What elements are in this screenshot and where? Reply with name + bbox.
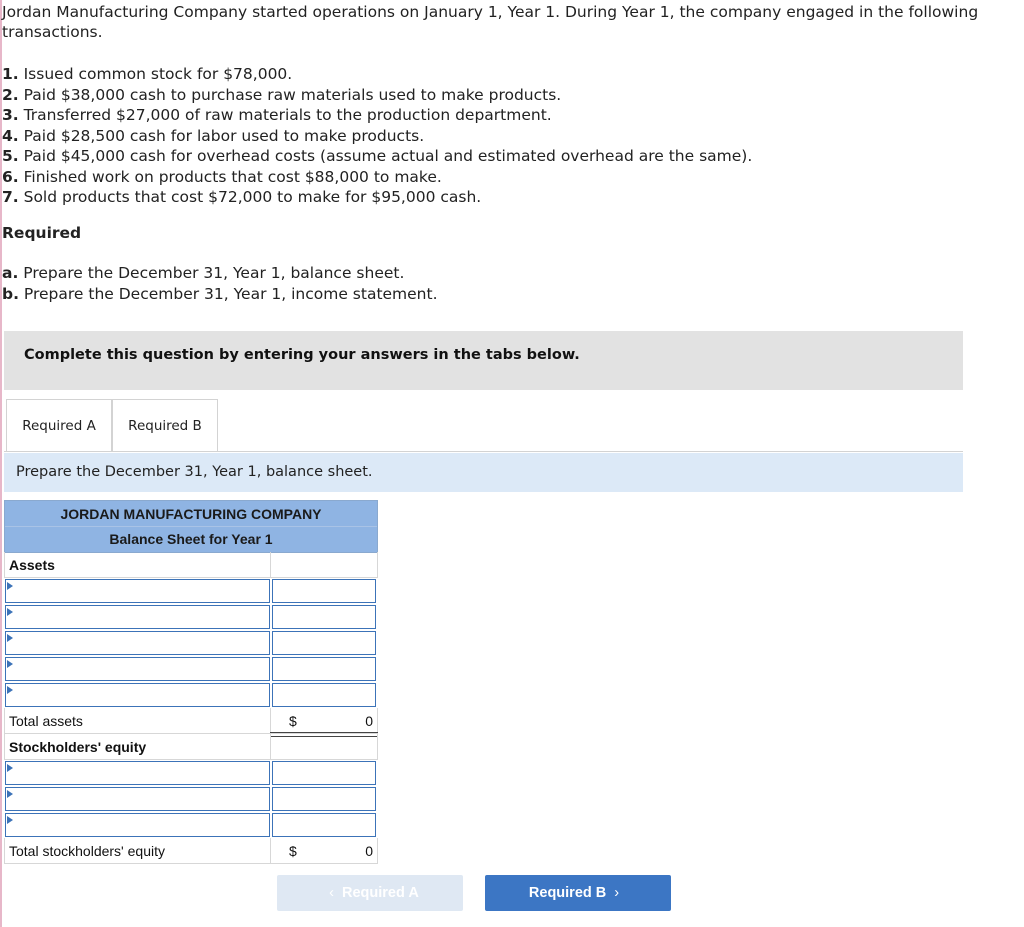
- transaction-number: 2.: [2, 85, 19, 104]
- dropdown-marker-icon: [7, 764, 13, 772]
- transaction-text: Finished work on products that cost $88,000 to make.: [18, 167, 442, 186]
- required-list: [2, 263, 438, 304]
- equity-account-input[interactable]: [5, 761, 270, 785]
- required-text: Prepare the December 31, Year 1, income statement.: [18, 284, 438, 303]
- total-equity-value: 0: [365, 843, 373, 859]
- total-equity-row: [4, 838, 378, 864]
- required-item: [2, 263, 438, 284]
- required-letter: a.: [2, 264, 19, 282]
- equity-amount-input[interactable]: [272, 761, 376, 785]
- total-assets-cell: [270, 708, 378, 734]
- equity-input-row: [4, 812, 378, 838]
- total-assets-label: Total assets: [4, 708, 275, 734]
- problem-intro: Jordan Manufacturing Company started operations on January 1, Year 1. During Year 1, the company engaged in the following transactions.: [2, 3, 979, 41]
- value-cell: [270, 734, 378, 760]
- balance-sheet-header: [4, 500, 378, 553]
- transaction-text: Sold products that cost $72,000 to make for $95,000 cash.: [18, 188, 482, 206]
- equity-amount-input[interactable]: [272, 787, 376, 811]
- transaction-item: [2, 85, 752, 106]
- transaction-text: Paid $28,500 cash for labor used to make products.: [18, 126, 425, 145]
- dropdown-marker-icon: [7, 816, 13, 824]
- asset-input-row: [4, 630, 378, 656]
- dropdown-marker-icon: [7, 660, 13, 668]
- transaction-number: 5.: [2, 147, 19, 165]
- equity-amount-input[interactable]: [272, 813, 376, 837]
- asset-input-row: [4, 656, 378, 682]
- asset-account-input[interactable]: [5, 605, 270, 629]
- asset-account-input[interactable]: [5, 657, 270, 681]
- total-assets-row: [4, 708, 378, 734]
- transaction-item: [2, 167, 752, 188]
- asset-input-row: [4, 578, 378, 604]
- asset-account-input[interactable]: [5, 579, 270, 603]
- total-assets-value: 0: [365, 713, 373, 729]
- required-item: [2, 284, 438, 305]
- equity-account-input[interactable]: [5, 787, 270, 811]
- statement-title: Balance Sheet for Year 1: [109, 531, 273, 547]
- prompt-bar: [4, 453, 963, 492]
- assets-heading: Assets: [4, 552, 275, 578]
- asset-input-row: [4, 604, 378, 630]
- equity-input-row: [4, 760, 378, 786]
- prompt-text: Prepare the December 31, Year 1, balance sheet.: [16, 464, 373, 480]
- transaction-text: Paid $38,000 cash to purchase raw materials used to make products.: [18, 85, 562, 104]
- dropdown-marker-icon: [7, 790, 13, 798]
- transaction-number: 1.: [2, 65, 19, 83]
- dropdown-marker-icon: [7, 582, 13, 590]
- equity-account-input[interactable]: [5, 813, 270, 837]
- instruction-text: Complete this question by entering your answers in the tabs below.: [24, 347, 580, 363]
- transaction-item: [2, 146, 752, 167]
- asset-amount-input[interactable]: [272, 605, 376, 629]
- tab-required-a[interactable]: Required A: [6, 399, 112, 452]
- equity-input-row: [4, 786, 378, 812]
- tab-divider: [4, 451, 963, 452]
- transaction-text: Paid $45,000 cash for overhead costs (assume actual and estimated overhead are the same).: [18, 147, 753, 165]
- total-equity-label: Total stockholders' equity: [4, 838, 275, 864]
- company-name: JORDAN MANUFACTURING COMPANY: [60, 506, 322, 522]
- next-required-b-button[interactable]: [485, 875, 671, 911]
- transaction-text: Issued common stock for $78,000.: [18, 65, 293, 83]
- asset-account-input[interactable]: [5, 631, 270, 655]
- currency-symbol: $: [289, 713, 297, 729]
- required-heading: Required: [2, 224, 82, 242]
- chevron-right-icon: ›: [614, 885, 620, 901]
- transaction-text: Transferred $27,000 of raw materials to the production department.: [18, 106, 552, 124]
- dropdown-marker-icon: [7, 634, 13, 642]
- total-equity-cell: [270, 838, 378, 864]
- transaction-item: [2, 126, 752, 147]
- equity-heading: Stockholders' equity: [4, 734, 275, 760]
- transaction-number: 7.: [2, 188, 19, 206]
- instruction-banner: [4, 331, 963, 390]
- next-button-label: Required B: [528, 885, 607, 901]
- prev-button-label: Required A: [342, 885, 419, 901]
- required-text: Prepare the December 31, Year 1, balance sheet.: [18, 264, 405, 282]
- asset-amount-input[interactable]: [272, 657, 376, 681]
- transaction-item: [2, 187, 752, 208]
- tab-required-b[interactable]: Required B: [112, 399, 218, 452]
- asset-amount-input[interactable]: [272, 579, 376, 603]
- chevron-left-icon: ‹: [329, 885, 335, 901]
- transaction-list: [2, 64, 752, 208]
- asset-amount-input[interactable]: [272, 631, 376, 655]
- asset-account-input[interactable]: [5, 683, 270, 707]
- assets-heading-row: [4, 552, 378, 578]
- transaction-item: [2, 105, 752, 126]
- equity-heading-row: [4, 734, 378, 760]
- currency-symbol: $: [289, 843, 297, 859]
- value-cell: [270, 552, 378, 578]
- dropdown-marker-icon: [7, 608, 13, 616]
- transaction-item: [2, 64, 752, 85]
- transaction-number: 6.: [2, 167, 19, 186]
- asset-amount-input[interactable]: [272, 683, 376, 707]
- required-letter: b.: [2, 284, 19, 303]
- dropdown-marker-icon: [7, 686, 13, 694]
- header-divider: [5, 526, 377, 527]
- balance-sheet: [4, 500, 378, 859]
- prev-required-a-button[interactable]: [277, 875, 463, 911]
- transaction-number: 4.: [2, 126, 19, 145]
- asset-input-row: [4, 682, 378, 708]
- transaction-number: 3.: [2, 106, 19, 124]
